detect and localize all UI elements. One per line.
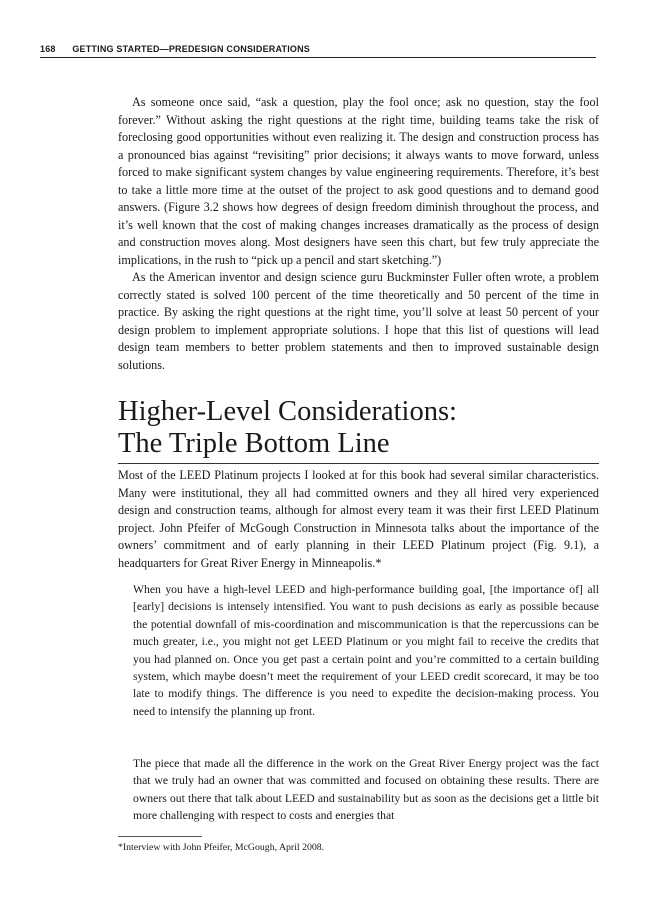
footnote-divider bbox=[118, 836, 202, 837]
intro-paragraph-2: As the American inventor and design science guru Buckminster Fuller often wrote, a problem correctly stated is solved 100 percent of the time theoretically and 50 percent of the time in practice. By asking the right questions at the right time, you’ll solve at least 50 percent of your design problem to implement appropriate solutions. I hope that this list of questions will lead design team members to better problem statements and then to improved sustainable design solutions. bbox=[118, 270, 599, 372]
section-heading-line-2: The Triple Bottom Line bbox=[118, 428, 390, 459]
section-text bbox=[118, 467, 599, 572]
section-heading-line-1: Higher-Level Considerations: bbox=[118, 396, 457, 427]
intro-paragraph-1: As someone once said, “ask a question, play the fool once; ask no question, stay the fool forever.” Without asking the right questions at the right time, building teams take the risk of foreclosing good opportunities without even realizing it. The design and construction process has a pronounced bias against “revisiting” prior decisions; it always wants to move forward, unless forced to make significant system changes by value engineering requirements. Therefore, it’s best to take a little more time at the outset of the project to ask good questions and to demand good answers. (Figure 3.2 shows how degrees of design freedom diminish throughout the process, and it’s well known that the cost of making changes increases dramatically as the process of design and construction moves along. Most designers have seen this chart, but few truly appreciate the implications, in the rush to “pick up a pencil and start sketching.”) bbox=[118, 95, 599, 267]
running-title: GETTING STARTED—PREDESIGN CONSIDERATIONS bbox=[72, 44, 311, 54]
section-paragraph: Most of the LEED Platinum projects I looked at for this book had several similar characteristics. Many were institutional, they all had committed owners and they all hired very experienced design and construction teams, although for almost every team it was their first LEED Platinum project. John Pfeifer of McGough Construction in Minnesota talks about the importance of the owners’ commitment and of early planning in their LEED Platinum project (Fig. 9.1), a headquarters for Great River Energy in Minneapolis.* bbox=[118, 468, 599, 570]
quote-paragraph-2: The piece that made all the difference in the work on the Great River Energy project was the fact that we truly had an owner that was committed and focused on obtaining these results. There are owners out there that talk about LEED and sustainability but as soon as the decisions get a little bit more challenging with respect to costs and energies that bbox=[133, 757, 599, 823]
intro-text bbox=[118, 94, 599, 374]
block-quote bbox=[133, 581, 599, 725]
footnote: *Interview with John Pfeifer, McGough, April 2008. bbox=[118, 842, 325, 853]
section-heading bbox=[118, 396, 599, 464]
page-number: 168 bbox=[40, 44, 56, 54]
quote-paragraph-1: When you have a high-level LEED and high-performance building goal, [the importance of] all [early] decisions is intensely intensified. You want to push decisions as early as possible because the potential downfall of mis-coordination and miscommunication is that the repercussions can be much greater, i.e., you might not get LEED Platinum or you might fail to receive the credits that you had planned on. Once you get past a certain point and you’re committed to a certain building system, which maybe doesn’t meet the requirement of your LEED credit scorecard, it may be too late to modify things. The difference is you need to expedite the decision-making process. You need to intensify the planning up front. bbox=[133, 583, 599, 718]
block-quote-continued bbox=[133, 755, 599, 830]
running-header bbox=[40, 44, 596, 58]
